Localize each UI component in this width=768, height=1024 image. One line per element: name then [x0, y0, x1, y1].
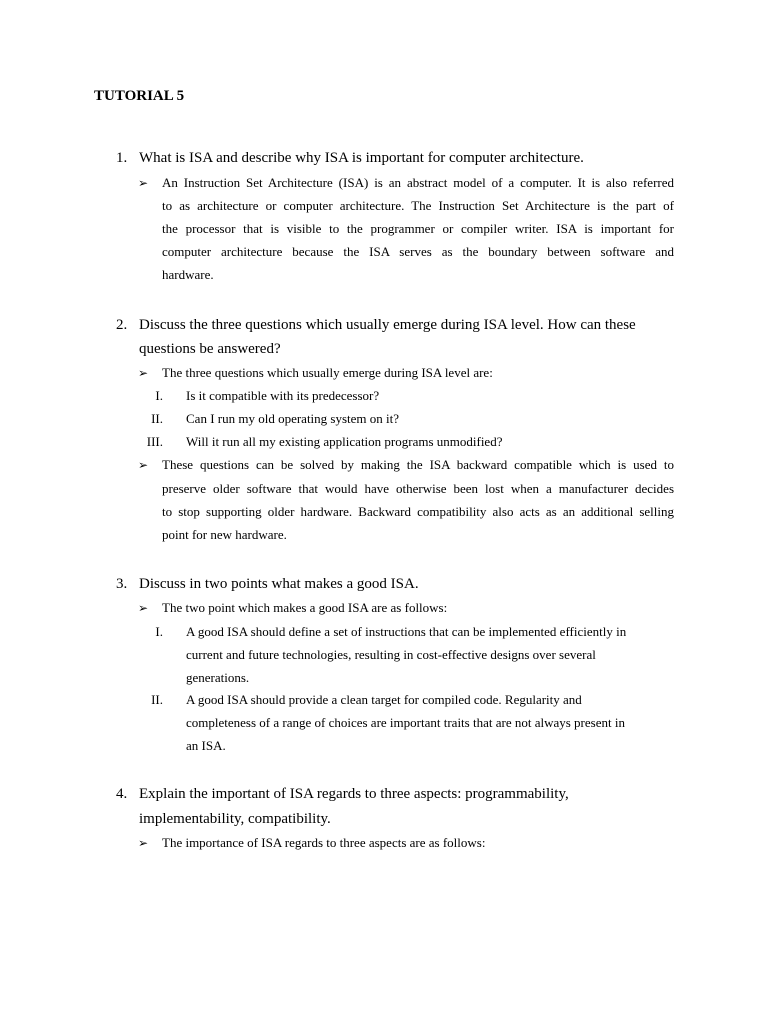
roman-numeral: III. [146, 434, 163, 449]
q3-item-line: A good ISA should provide a clean target for compiled code. Regularity and [186, 692, 582, 707]
roman-numeral: I. [155, 388, 163, 403]
q1-answer-line: to as architecture or computer architecture. The Instruction Set Architecture is the part of [162, 198, 674, 213]
q2-item: Will it run all my existing application programs unmodified? [186, 434, 503, 449]
bullet-arrow-icon: ➢ [138, 176, 149, 190]
q1-answer-line: computer architecture because the ISA serves as the boundary between software and [162, 244, 674, 259]
q2-item: Can I run my old operating system on it? [186, 411, 400, 426]
q3-item-line: A good ISA should define a set of instructions that can be implemented efficiently in [186, 624, 627, 639]
q3-item-line: an ISA. [186, 738, 226, 753]
question-2-number: 2. [116, 317, 128, 333]
q1-answer-line: hardware. [162, 267, 214, 282]
bullet-arrow-icon: ➢ [138, 601, 149, 615]
roman-numeral: II. [151, 692, 163, 707]
bullet-arrow-icon: ➢ [138, 458, 149, 472]
bullet-arrow-icon: ➢ [138, 836, 149, 850]
q1-answer-line: An Instruction Set Architecture (ISA) is an abstract model of a computer. It is also referred [162, 175, 674, 190]
q2-item: Is it compatible with its predecessor? [186, 388, 380, 403]
q3-item-line: current and future technologies, resulting in cost-effective designs over several [186, 647, 596, 662]
q2-intro: The three questions which usually emerge during ISA level are: [162, 365, 493, 380]
roman-numeral: I. [155, 624, 163, 639]
question-3-text: Discuss in two points what makes a good ISA. [139, 576, 419, 592]
question-3-number: 3. [116, 576, 128, 592]
q2-answer-line: to stop supporting older hardware. Backward compatibility also acts as an additional selling [162, 504, 674, 519]
q3-item-line: completeness of a range of choices are important traits that are not always present in [186, 715, 625, 730]
q1-answer-line: the processor that is visible to the programmer or compiler writer. ISA is important for [162, 221, 674, 236]
question-4-text: Explain the important of ISA regards to three aspects: programmability, [139, 786, 569, 802]
q4-intro: The importance of ISA regards to three aspects are as follows: [162, 835, 486, 850]
q2-answer-line: preserve older software that would have otherwise been lost when a manufacturer decides [162, 481, 674, 496]
question-4-text: implementability, compatibility. [139, 811, 331, 827]
question-2-text: questions be answered? [139, 341, 281, 357]
q3-item-line: generations. [186, 670, 250, 685]
question-1-text: What is ISA and describe why ISA is important for computer architecture. [139, 150, 584, 166]
q3-intro: The two point which makes a good ISA are as follows: [162, 600, 448, 615]
q2-answer-line: point for new hardware. [162, 527, 287, 542]
q2-answer-line: These questions can be solved by making the ISA backward compatible which is used to [162, 457, 674, 472]
question-4-number: 4. [116, 786, 128, 802]
bullet-arrow-icon: ➢ [138, 366, 149, 380]
roman-numeral: II. [151, 411, 163, 426]
page-title: TUTORIAL 5 [94, 88, 185, 104]
question-2-text: Discuss the three questions which usually emerge during ISA level. How can these [139, 317, 636, 333]
question-1-number: 1. [116, 150, 128, 166]
